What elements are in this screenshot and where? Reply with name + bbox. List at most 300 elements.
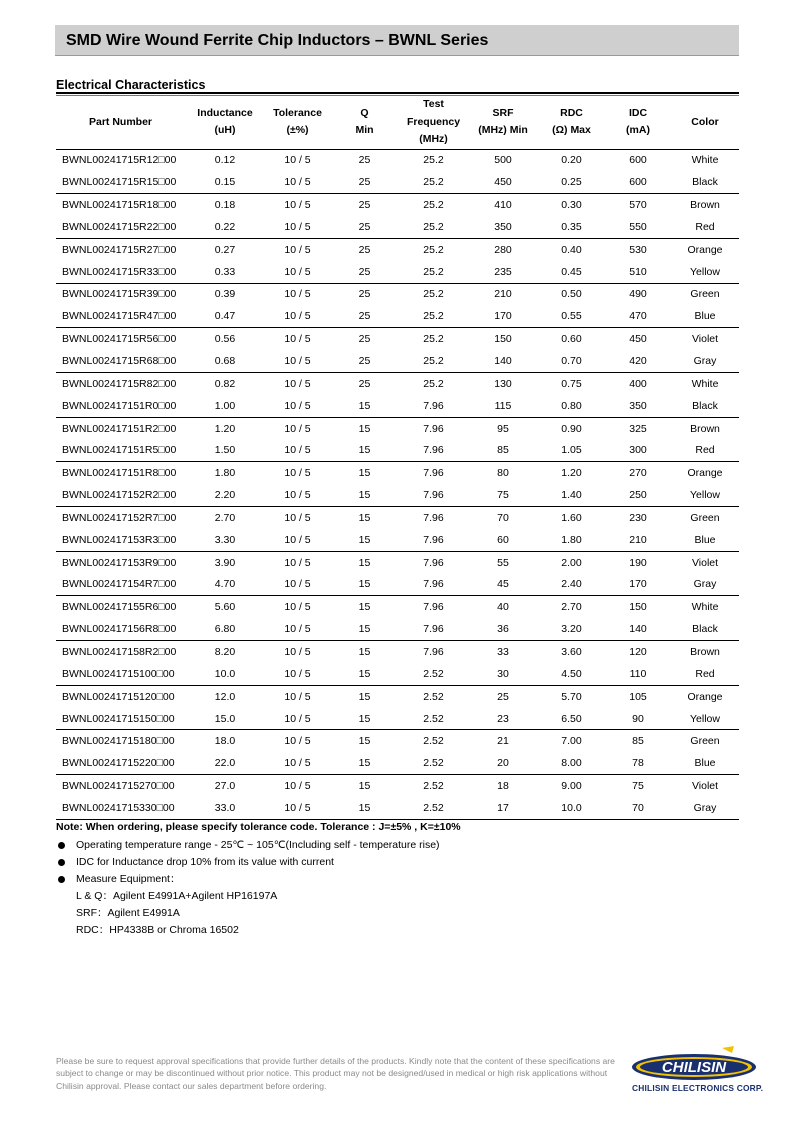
cell-color: Red (671, 216, 739, 238)
cell-color: Gray (671, 797, 739, 819)
cell-tolerance: 10 / 5 (265, 439, 330, 461)
cell-test-frequency: 7.96 (399, 484, 468, 506)
cell-part-number: BWNL00241715R12□00 (62, 154, 177, 167)
logo-caption: CHILISIN ELECTRONICS CORP. (632, 1083, 764, 1093)
cell-idc: 270 (629, 467, 647, 480)
cell-color: Orange (687, 690, 723, 703)
cell-rdc: 3.20 (538, 618, 605, 640)
cell-color: Yellow (671, 261, 739, 283)
cell-idc: 530 (629, 243, 647, 256)
logo-wordmark: CHILISIN (661, 1059, 727, 1076)
col-srf: SRF (MHz) Min (468, 96, 538, 149)
table-row (56, 417, 739, 439)
cell-color: Blue (671, 305, 739, 327)
electrical-characteristics-table (56, 96, 739, 820)
cell-q-min: 25 (358, 154, 371, 167)
cell-inductance: 0.82 (214, 377, 236, 390)
cell-srf: 210 (494, 288, 512, 301)
cell-idc: 510 (605, 261, 671, 283)
cell-rdc: 6.50 (538, 708, 605, 730)
cell-test-frequency: 25.2 (399, 261, 468, 283)
cell-part-number: BWNL00241715100□00 (56, 663, 185, 685)
cell-rdc: 9.00 (561, 780, 582, 793)
cell-color: Violet (691, 780, 719, 793)
cell-rdc: 0.30 (561, 199, 582, 212)
equipment-item: RDC：HP4338B or Chroma 16502 (76, 924, 239, 936)
cell-srf: 25 (497, 690, 509, 703)
cell-q-min: 25 (330, 261, 399, 283)
cell-inductance: 0.12 (214, 154, 236, 167)
cell-inductance: 27.0 (214, 780, 236, 793)
cell-q-min: 15 (330, 484, 399, 506)
cell-idc: 450 (629, 333, 647, 346)
cell-inductance: 1.50 (185, 439, 265, 461)
table-row (56, 596, 739, 618)
cell-color: Black (671, 618, 739, 640)
notes (56, 821, 461, 941)
cell-srf: 21 (497, 735, 509, 748)
cell-rdc: 1.40 (538, 484, 605, 506)
cell-srf: 85 (468, 439, 538, 461)
cell-idc: 230 (629, 511, 647, 524)
cell-idc: 400 (629, 377, 647, 390)
cell-idc: 110 (605, 663, 671, 685)
cell-tolerance: 10 / 5 (284, 243, 311, 256)
cell-q-min: 15 (330, 439, 399, 461)
cell-color: Brown (690, 422, 720, 435)
cell-test-frequency: 25.2 (423, 243, 444, 256)
cell-rdc: 1.80 (538, 529, 605, 551)
cell-inductance: 5.60 (214, 601, 236, 614)
cell-part-number: BWNL00241715R47□00 (56, 305, 185, 327)
cell-srf: 33 (497, 645, 509, 658)
cell-idc: 120 (629, 645, 647, 658)
cell-inductance: 0.39 (214, 288, 236, 301)
cell-q-min: 25 (330, 216, 399, 238)
cell-idc: 600 (629, 154, 647, 167)
cell-srf: 23 (468, 708, 538, 730)
cell-rdc: 2.00 (561, 556, 582, 569)
chilisin-logo-icon (630, 1045, 762, 1083)
cell-q-min: 15 (358, 735, 371, 748)
cell-part-number: BWNL00241715R15□00 (56, 171, 185, 193)
table-row (56, 238, 739, 260)
col-test-frequency: Test Frequency (MHz) (399, 96, 468, 149)
cell-color: Orange (687, 467, 723, 480)
cell-inductance: 2.20 (185, 484, 265, 506)
cell-part-number: BWNL00241715R33□00 (56, 261, 185, 283)
cell-inductance: 0.47 (185, 305, 265, 327)
bullet-text: Operating temperature range - 25℃ ~ 105℃(Including self - temperature rise) (76, 839, 440, 851)
cell-test-frequency: 7.96 (399, 618, 468, 640)
cell-srf: 350 (468, 216, 538, 238)
cell-color: Green (690, 288, 720, 301)
cell-q-min: 15 (330, 708, 399, 730)
cell-test-frequency: 7.96 (423, 601, 444, 614)
cell-tolerance: 10 / 5 (284, 333, 311, 346)
section-title: Electrical Characteristics (56, 78, 206, 92)
cell-part-number: BWNL00241715330□00 (56, 797, 185, 819)
cell-srf: 450 (468, 171, 538, 193)
cell-test-frequency: 7.96 (423, 645, 444, 658)
cell-test-frequency: 7.96 (399, 574, 468, 596)
table-row (56, 529, 739, 551)
cell-q-min: 15 (358, 422, 371, 435)
cell-test-frequency: 25.2 (399, 171, 468, 193)
cell-tolerance: 10 / 5 (265, 261, 330, 283)
col-idc: IDC (mA) (605, 96, 671, 149)
cell-rdc: 0.40 (561, 243, 582, 256)
cell-part-number: BWNL00241715150□00 (56, 708, 185, 730)
cell-part-number: BWNL002417151R2□00 (62, 422, 177, 435)
cell-part-number: BWNL002417158R2□00 (62, 645, 177, 658)
table-row (56, 462, 739, 484)
cell-inductance: 8.20 (214, 645, 236, 658)
cell-test-frequency: 25.2 (423, 199, 444, 212)
cell-inductance: 6.80 (185, 618, 265, 640)
cell-part-number: BWNL00241715R68□00 (56, 350, 185, 372)
cell-idc: 150 (629, 601, 647, 614)
cell-test-frequency: 2.52 (399, 663, 468, 685)
table-row (56, 171, 739, 193)
cell-tolerance: 10 / 5 (284, 690, 311, 703)
cell-idc: 70 (605, 797, 671, 819)
cell-q-min: 25 (330, 171, 399, 193)
cell-idc: 105 (629, 690, 647, 703)
cell-part-number: BWNL002417151R0□00 (56, 395, 185, 417)
cell-srf: 235 (468, 261, 538, 283)
cell-color: Yellow (671, 708, 739, 730)
cell-rdc: 1.60 (561, 511, 582, 524)
cell-inductance: 1.80 (214, 467, 236, 480)
section-rule (56, 92, 739, 95)
table-row (56, 797, 739, 819)
cell-rdc: 0.20 (561, 154, 582, 167)
cell-tolerance: 10 / 5 (284, 199, 311, 212)
cell-tolerance: 10 / 5 (284, 735, 311, 748)
bullet-dot-icon (58, 876, 65, 883)
cell-test-frequency: 7.96 (423, 556, 444, 569)
cell-idc: 78 (605, 752, 671, 774)
cell-inductance: 0.27 (214, 243, 236, 256)
table-row (56, 395, 739, 417)
cell-q-min: 15 (358, 511, 371, 524)
cell-q-min: 15 (358, 601, 371, 614)
col-inductance: Inductance (uH) (185, 96, 265, 149)
cell-idc: 490 (629, 288, 647, 301)
cell-part-number: BWNL002417151R5□00 (56, 439, 185, 461)
cell-part-number: BWNL00241715R22□00 (56, 216, 185, 238)
cell-test-frequency: 2.52 (399, 708, 468, 730)
cell-srf: 150 (494, 333, 512, 346)
bullet-item (56, 856, 461, 873)
cell-srf: 20 (468, 752, 538, 774)
cell-rdc: 3.60 (561, 645, 582, 658)
table-row (56, 507, 739, 529)
cell-color: Brown (690, 645, 720, 658)
cell-test-frequency: 25.2 (423, 154, 444, 167)
col-q-min: Q Min (330, 96, 399, 149)
cell-test-frequency: 7.96 (399, 529, 468, 551)
cell-inductance: 22.0 (185, 752, 265, 774)
cell-color: Black (671, 171, 739, 193)
cell-part-number: BWNL00241715R56□00 (62, 333, 177, 346)
table-row (56, 574, 739, 596)
cell-inductance: 33.0 (185, 797, 265, 819)
cell-color: Green (690, 511, 720, 524)
cell-part-number: BWNL002417154R7□00 (56, 574, 185, 596)
cell-rdc: 2.40 (538, 574, 605, 596)
cell-tolerance: 10 / 5 (284, 422, 311, 435)
cell-rdc: 7.00 (561, 735, 582, 748)
cell-q-min: 25 (358, 333, 371, 346)
cell-srf: 30 (468, 663, 538, 685)
table-row (56, 641, 739, 663)
cell-rdc: 0.55 (538, 305, 605, 327)
cell-rdc: 5.70 (561, 690, 582, 703)
cell-tolerance: 10 / 5 (284, 645, 311, 658)
cell-inductance: 15.0 (185, 708, 265, 730)
cell-part-number: BWNL002417153R3□00 (56, 529, 185, 551)
cell-test-frequency: 25.2 (423, 288, 444, 301)
cell-tolerance: 10 / 5 (265, 395, 330, 417)
cell-color: Violet (691, 333, 719, 346)
cell-idc: 550 (605, 216, 671, 238)
cell-idc: 85 (632, 735, 644, 748)
cell-test-frequency: 2.52 (423, 780, 444, 793)
cell-color: Yellow (671, 484, 739, 506)
bullet-dot-icon (58, 859, 65, 866)
cell-q-min: 25 (358, 377, 371, 390)
table-row (56, 752, 739, 774)
cell-tolerance: 10 / 5 (284, 601, 311, 614)
cell-tolerance: 10 / 5 (284, 467, 311, 480)
table-row (56, 551, 739, 573)
cell-color: Gray (671, 350, 739, 372)
col-tolerance: Tolerance (±%) (265, 96, 330, 149)
cell-color: Blue (671, 529, 739, 551)
cell-q-min: 15 (358, 467, 371, 480)
cell-srf: 500 (494, 154, 512, 167)
bullet-text: Measure Equipment： (76, 873, 181, 885)
cell-test-frequency: 7.96 (399, 395, 468, 417)
cell-idc: 75 (632, 780, 644, 793)
cell-tolerance: 10 / 5 (265, 484, 330, 506)
cell-color: Red (671, 663, 739, 685)
cell-test-frequency: 25.2 (399, 350, 468, 372)
cell-color: White (691, 601, 719, 614)
cell-q-min: 25 (330, 305, 399, 327)
cell-tolerance: 10 / 5 (265, 708, 330, 730)
cell-inductance: 3.90 (214, 556, 236, 569)
cell-inductance: 0.22 (185, 216, 265, 238)
cell-color: White (691, 154, 719, 167)
cell-srf: 280 (494, 243, 512, 256)
col-part-number: Part Number (56, 96, 185, 149)
cell-rdc: 0.35 (538, 216, 605, 238)
cell-srf: 40 (497, 601, 509, 614)
cell-part-number: BWNL002417152R7□00 (62, 511, 177, 524)
cell-rdc: 0.80 (538, 395, 605, 417)
cell-idc: 600 (605, 171, 671, 193)
cell-srf: 140 (468, 350, 538, 372)
cell-part-number: BWNL00241715R18□00 (62, 199, 177, 212)
cell-color: White (691, 377, 719, 390)
cell-q-min: 25 (358, 243, 371, 256)
col-color: Color (671, 96, 739, 149)
ordering-note: Note: When ordering, please specify tolerance code. Tolerance : J=±5% , K=±10% (56, 821, 461, 833)
bullet-dot-icon (58, 842, 65, 849)
cell-inductance: 10.0 (185, 663, 265, 685)
cell-inductance: 12.0 (214, 690, 236, 703)
cell-q-min: 15 (358, 556, 371, 569)
cell-rdc: 1.20 (561, 467, 582, 480)
table-body (56, 149, 739, 819)
table-row (56, 372, 739, 394)
cell-q-min: 15 (358, 690, 371, 703)
cell-q-min: 15 (330, 574, 399, 596)
cell-srf: 130 (494, 377, 512, 390)
cell-tolerance: 10 / 5 (265, 797, 330, 819)
cell-q-min: 25 (330, 350, 399, 372)
cell-q-min: 25 (358, 288, 371, 301)
cell-test-frequency: 2.52 (423, 735, 444, 748)
cell-rdc: 0.60 (561, 333, 582, 346)
cell-q-min: 15 (330, 395, 399, 417)
cell-rdc: 1.05 (538, 439, 605, 461)
cell-inductance: 0.18 (214, 199, 236, 212)
page-title: SMD Wire Wound Ferrite Chip Inductors – BWNL Series (66, 32, 489, 49)
cell-tolerance: 10 / 5 (284, 780, 311, 793)
cell-inductance: 0.33 (185, 261, 265, 283)
table-row (56, 350, 739, 372)
cell-part-number: BWNL002417153R9□00 (62, 556, 177, 569)
cell-q-min: 15 (358, 780, 371, 793)
cell-rdc: 2.70 (561, 601, 582, 614)
cell-test-frequency: 2.52 (423, 690, 444, 703)
cell-color: Violet (691, 556, 719, 569)
cell-srf: 36 (468, 618, 538, 640)
cell-rdc: 10.0 (538, 797, 605, 819)
cell-tolerance: 10 / 5 (265, 618, 330, 640)
cell-test-frequency: 2.52 (399, 797, 468, 819)
cell-tolerance: 10 / 5 (265, 171, 330, 193)
table-row (56, 328, 739, 350)
cell-srf: 75 (468, 484, 538, 506)
cell-tolerance: 10 / 5 (284, 154, 311, 167)
table-row (56, 730, 739, 752)
cell-inductance: 0.68 (185, 350, 265, 372)
table-row (56, 685, 739, 707)
cell-part-number: BWNL002417156R8□00 (56, 618, 185, 640)
cell-tolerance: 10 / 5 (265, 305, 330, 327)
cell-rdc: 0.25 (538, 171, 605, 193)
cell-rdc: 0.90 (561, 422, 582, 435)
cell-inductance: 4.70 (185, 574, 265, 596)
table-row (56, 708, 739, 730)
cell-rdc: 8.00 (538, 752, 605, 774)
cell-color: Brown (690, 199, 720, 212)
cell-srf: 80 (497, 467, 509, 480)
cell-idc: 350 (605, 395, 671, 417)
cell-test-frequency: 25.2 (399, 305, 468, 327)
cell-part-number: BWNL00241715220□00 (56, 752, 185, 774)
cell-q-min: 25 (358, 199, 371, 212)
bullet-text: IDC for Inductance drop 10% from its value with current (76, 856, 334, 868)
cell-test-frequency: 25.2 (423, 377, 444, 390)
equipment-item: SRF：Agilent E4991A (76, 907, 180, 919)
cell-srf: 60 (468, 529, 538, 551)
cell-q-min: 15 (358, 645, 371, 658)
table-row (56, 283, 739, 305)
cell-srf: 95 (497, 422, 509, 435)
cell-test-frequency: 25.2 (423, 333, 444, 346)
cell-q-min: 15 (330, 663, 399, 685)
cell-idc: 170 (605, 574, 671, 596)
cell-srf: 410 (494, 199, 512, 212)
cell-q-min: 15 (330, 797, 399, 819)
cell-q-min: 15 (330, 752, 399, 774)
cell-idc: 470 (605, 305, 671, 327)
cell-tolerance: 10 / 5 (265, 663, 330, 685)
cell-part-number: BWNL00241715270□00 (62, 780, 175, 793)
equipment-item: L & Q：Agilent E4991A+Agilent HP16197A (76, 890, 278, 902)
cell-srf: 45 (468, 574, 538, 596)
cell-idc: 210 (605, 529, 671, 551)
cell-inductance: 18.0 (214, 735, 236, 748)
cell-rdc: 0.50 (561, 288, 582, 301)
cell-test-frequency: 7.96 (423, 511, 444, 524)
cell-part-number: BWNL00241715R27□00 (62, 243, 177, 256)
cell-part-number: BWNL00241715R82□00 (62, 377, 177, 390)
cell-part-number: BWNL002417155R6□00 (62, 601, 177, 614)
cell-idc: 90 (605, 708, 671, 730)
cell-idc: 570 (629, 199, 647, 212)
cell-test-frequency: 7.96 (399, 439, 468, 461)
table-row (56, 149, 739, 171)
cell-tolerance: 10 / 5 (265, 350, 330, 372)
bullet-item (56, 873, 461, 890)
cell-tolerance: 10 / 5 (284, 377, 311, 390)
cell-part-number: BWNL00241715R39□00 (62, 288, 177, 301)
table-row (56, 261, 739, 283)
table-row (56, 194, 739, 216)
cell-inductance: 0.56 (214, 333, 236, 346)
cell-tolerance: 10 / 5 (265, 216, 330, 238)
cell-idc: 325 (629, 422, 647, 435)
cell-rdc: 4.50 (538, 663, 605, 685)
col-rdc: RDC (Ω) Max (538, 96, 605, 149)
cell-tolerance: 10 / 5 (265, 752, 330, 774)
cell-srf: 70 (497, 511, 509, 524)
cell-rdc: 0.45 (538, 261, 605, 283)
cell-part-number: BWNL002417152R2□00 (56, 484, 185, 506)
cell-color: Black (671, 395, 739, 417)
cell-rdc: 0.70 (538, 350, 605, 372)
cell-color: Gray (671, 574, 739, 596)
footer-disclaimer: Please be sure to request approval specifications that provide further details of the products. Kindly note that the content of these specifications are subject to change or may be discontinued without prior notice. This product may not be designed/used in medical or high risk applications without Chilisin approval. Please contact our sales department before ordering. (56, 1056, 615, 1091)
cell-color: Orange (687, 243, 723, 256)
cell-idc: 140 (605, 618, 671, 640)
cell-q-min: 15 (330, 618, 399, 640)
cell-idc: 250 (605, 484, 671, 506)
title-bar (55, 25, 739, 56)
cell-idc: 300 (605, 439, 671, 461)
cell-color: Red (671, 439, 739, 461)
cell-tolerance: 10 / 5 (284, 556, 311, 569)
cell-inductance: 1.00 (185, 395, 265, 417)
cell-idc: 190 (629, 556, 647, 569)
